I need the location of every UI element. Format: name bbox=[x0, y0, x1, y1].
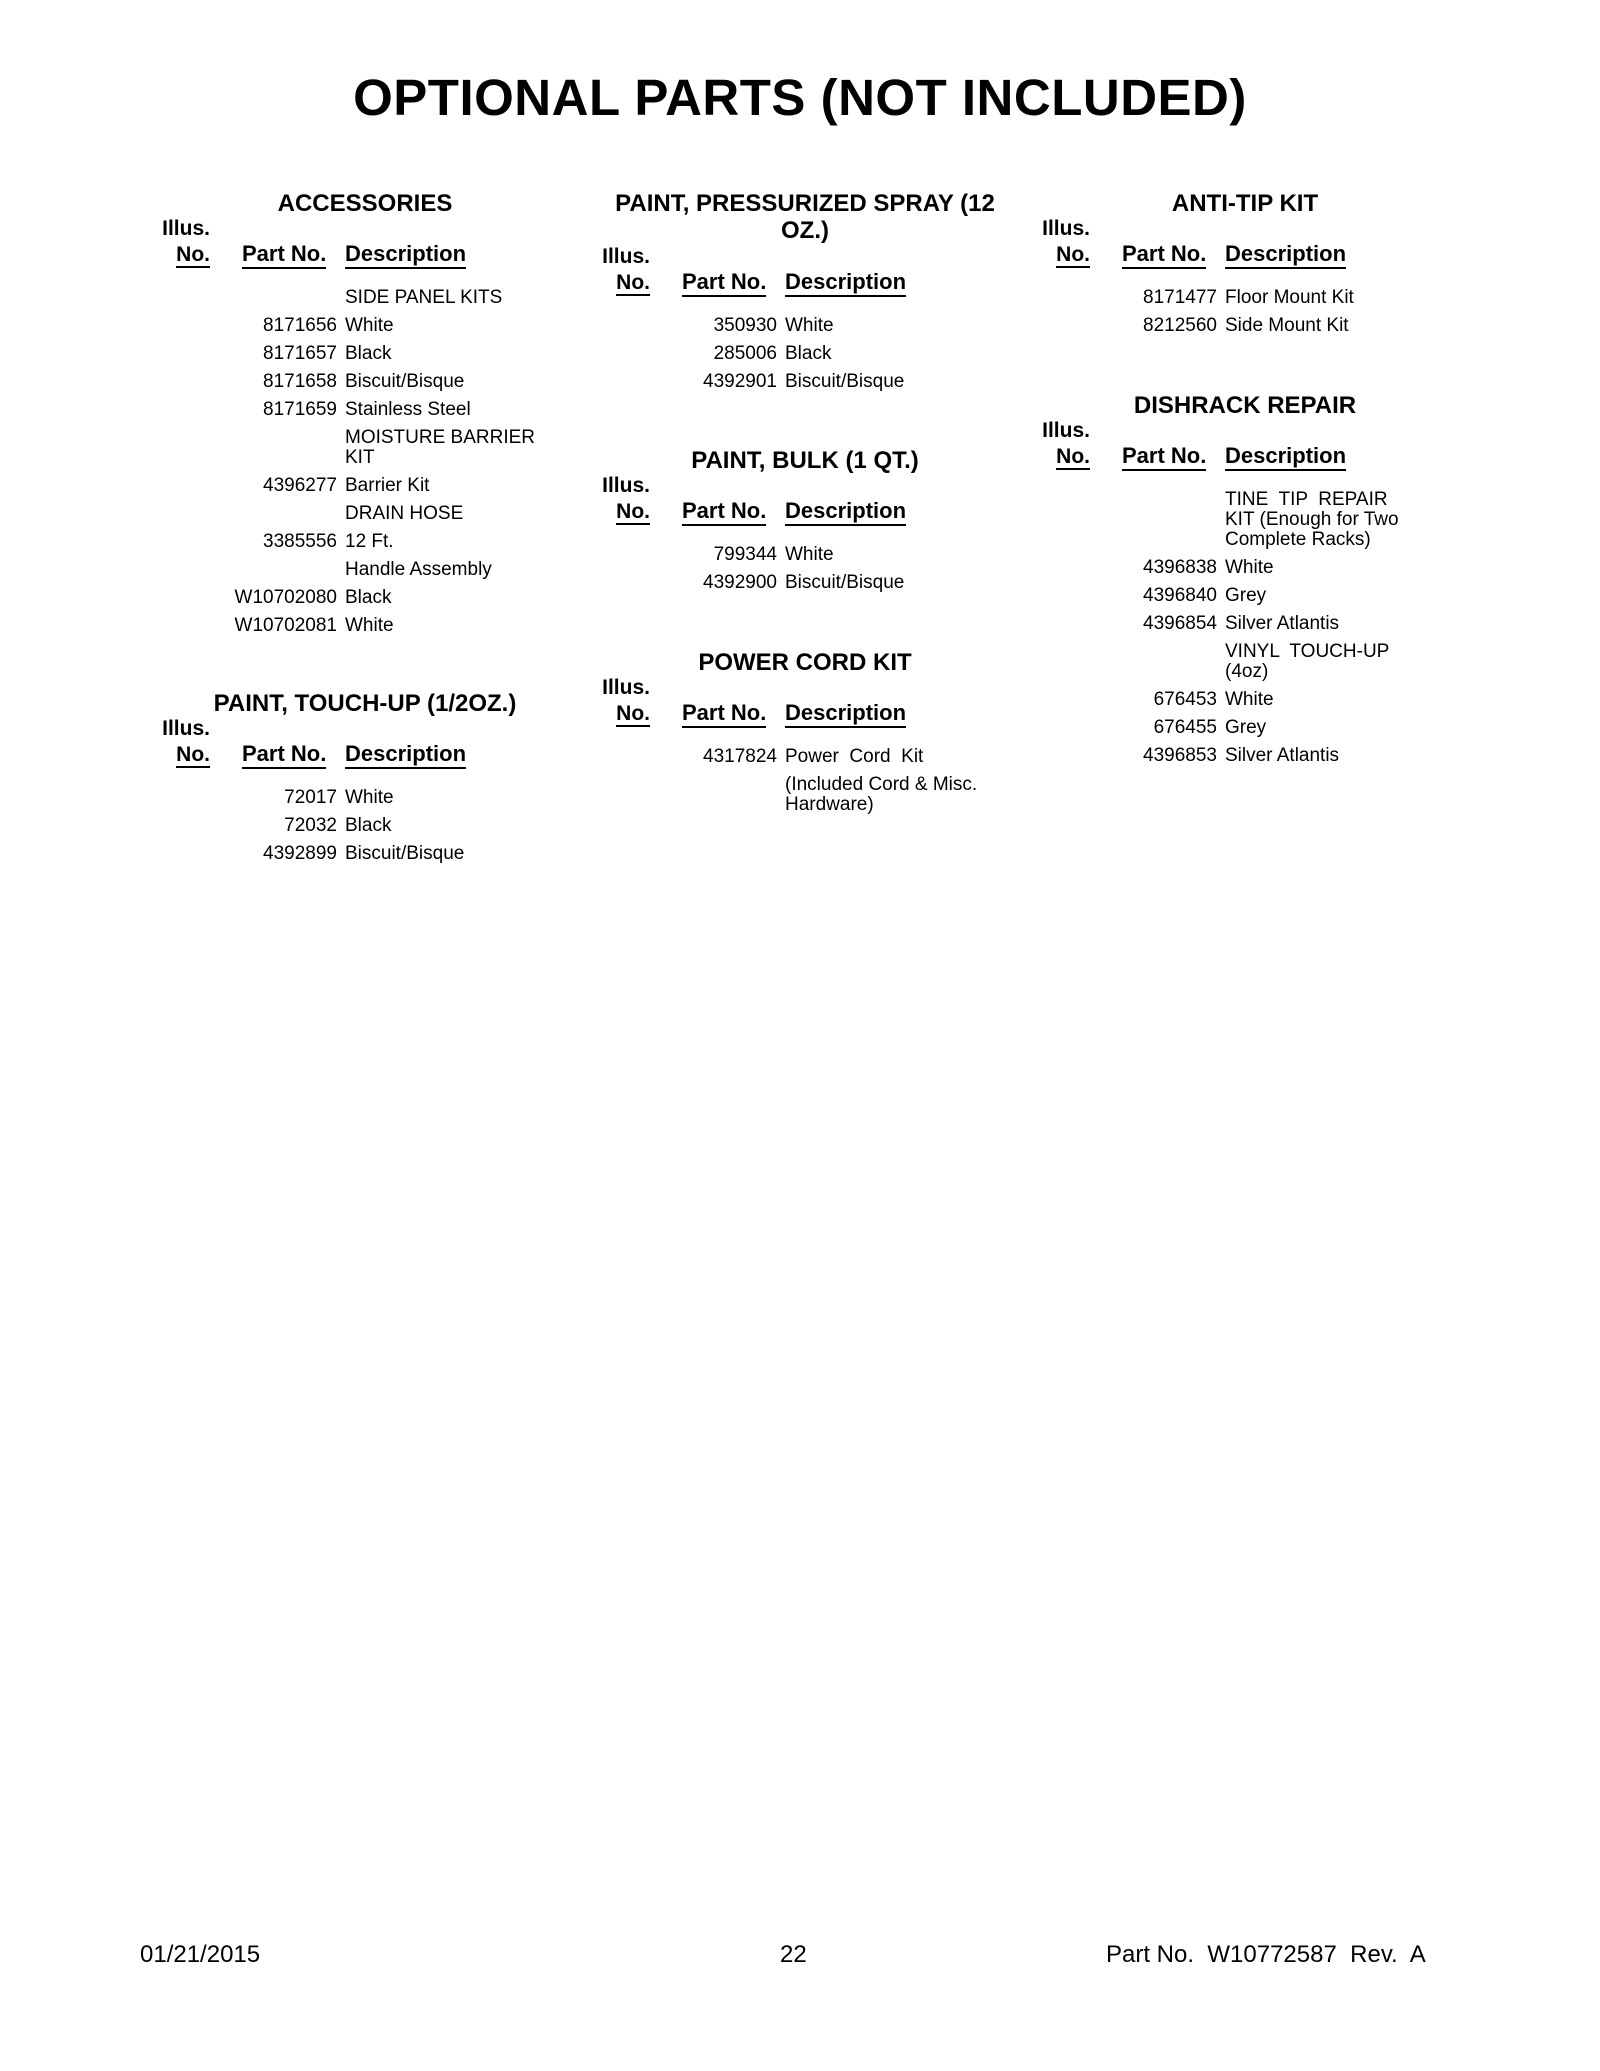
part-no-header: Part No. bbox=[682, 270, 766, 294]
part-description: KIT bbox=[345, 447, 375, 468]
part-description: White bbox=[1225, 689, 1274, 710]
part-number: W10702081 bbox=[234, 615, 337, 636]
section-title: ACCESSORIES bbox=[277, 190, 453, 217]
part-description: Barrier Kit bbox=[345, 475, 430, 496]
part-number: 4317824 bbox=[703, 746, 777, 767]
part-description: (Included Cord & Misc. bbox=[785, 774, 978, 795]
part-description: KIT (Enough for Two bbox=[1225, 509, 1399, 530]
section-title: PAINT, PRESSURIZED SPRAY (12 OZ.) bbox=[615, 190, 995, 244]
part-number: 676453 bbox=[1153, 689, 1217, 710]
part-description: White bbox=[1225, 557, 1274, 578]
part-description: White bbox=[345, 787, 394, 808]
part-number: 799344 bbox=[713, 544, 777, 565]
part-number: 8171658 bbox=[263, 371, 337, 392]
part-description: Handle Assembly bbox=[345, 559, 492, 580]
part-description: Biscuit/Bisque bbox=[785, 371, 905, 392]
part-number: 8171659 bbox=[263, 399, 337, 420]
part-description: White bbox=[785, 315, 834, 336]
part-description: White bbox=[345, 315, 394, 336]
part-number: 4396840 bbox=[1143, 585, 1217, 606]
part-description: TINE TIP REPAIR bbox=[1225, 489, 1388, 510]
description-header: Description bbox=[345, 242, 466, 266]
part-description: Biscuit/Bisque bbox=[345, 843, 465, 864]
part-no-header: Part No. bbox=[682, 499, 766, 523]
description-header: Description bbox=[785, 499, 906, 523]
part-description: White bbox=[345, 615, 394, 636]
part-description: White bbox=[785, 544, 834, 565]
part-number: 8171656 bbox=[263, 315, 337, 336]
illus-no-header: Illus. No. bbox=[162, 717, 210, 766]
section-title: DISHRACK REPAIR bbox=[1133, 392, 1357, 419]
part-description: MOISTURE BARRIER bbox=[345, 427, 536, 448]
footer-part-number: Part No. W10772587 Rev. A bbox=[1106, 1941, 1426, 1968]
part-number: 3385556 bbox=[263, 531, 337, 552]
illus-no-header: Illus. No. bbox=[602, 474, 650, 523]
part-description: Complete Racks) bbox=[1225, 529, 1371, 550]
part-description: Black bbox=[345, 587, 392, 608]
part-number: 676455 bbox=[1153, 717, 1217, 738]
page-title: OPTIONAL PARTS (NOT INCLUDED) bbox=[353, 69, 1247, 126]
part-number: 72032 bbox=[284, 815, 337, 836]
part-description: Silver Atlantis bbox=[1225, 745, 1340, 766]
part-number: 8171657 bbox=[263, 343, 337, 364]
part-description: Black bbox=[785, 343, 832, 364]
part-number: 350930 bbox=[713, 315, 777, 336]
part-description: Grey bbox=[1225, 585, 1267, 606]
part-no-header: Part No. bbox=[242, 242, 326, 266]
description-header: Description bbox=[785, 701, 906, 725]
part-description: VINYL TOUCH-UP bbox=[1225, 641, 1390, 662]
part-no-header: Part No. bbox=[1122, 242, 1206, 266]
part-description: Biscuit/Bisque bbox=[345, 371, 465, 392]
part-description: DRAIN HOSE bbox=[345, 503, 464, 524]
footer-page-number: 22 bbox=[780, 1941, 807, 1968]
description-header: Description bbox=[345, 742, 466, 766]
part-number: W10702080 bbox=[234, 587, 337, 608]
part-number: 4396277 bbox=[263, 475, 337, 496]
part-description: Biscuit/Bisque bbox=[785, 572, 905, 593]
part-description: Hardware) bbox=[785, 794, 874, 815]
part-number: 4396854 bbox=[1143, 613, 1217, 634]
part-description: Floor Mount Kit bbox=[1225, 287, 1354, 308]
description-header: Description bbox=[1225, 242, 1346, 266]
part-number: 285006 bbox=[713, 343, 777, 364]
part-description: 12 Ft. bbox=[345, 531, 394, 552]
section-title: POWER CORD KIT bbox=[698, 649, 912, 676]
section-title: PAINT, TOUCH-UP (1/2OZ.) bbox=[213, 690, 517, 717]
part-no-header: Part No. bbox=[682, 701, 766, 725]
section-title: PAINT, BULK (1 QT.) bbox=[691, 447, 919, 474]
part-number: 8171477 bbox=[1143, 287, 1217, 308]
part-description: Black bbox=[345, 343, 392, 364]
part-description: SIDE PANEL KITS bbox=[345, 287, 503, 308]
illus-no-header: Illus. No. bbox=[162, 217, 210, 266]
illus-no-header: Illus. No. bbox=[1042, 419, 1090, 468]
part-description: Black bbox=[345, 815, 392, 836]
part-number: 4392899 bbox=[263, 843, 337, 864]
part-number: 4392900 bbox=[703, 572, 777, 593]
footer-date: 01/21/2015 bbox=[140, 1941, 261, 1968]
part-number: 4396853 bbox=[1143, 745, 1217, 766]
part-description: Side Mount Kit bbox=[1225, 315, 1349, 336]
part-number: 8212560 bbox=[1143, 315, 1217, 336]
description-header: Description bbox=[785, 270, 906, 294]
part-description: Silver Atlantis bbox=[1225, 613, 1340, 634]
part-number: 4396838 bbox=[1143, 557, 1217, 578]
part-no-header: Part No. bbox=[242, 742, 326, 766]
part-no-header: Part No. bbox=[1122, 444, 1206, 468]
section-title: ANTI-TIP KIT bbox=[1171, 190, 1319, 217]
illus-no-header: Illus. No. bbox=[602, 245, 650, 294]
description-header: Description bbox=[1225, 444, 1346, 468]
illus-no-header: Illus. No. bbox=[1042, 217, 1090, 266]
part-description: (4oz) bbox=[1225, 661, 1269, 682]
part-description: Grey bbox=[1225, 717, 1267, 738]
illus-no-header: Illus. No. bbox=[602, 676, 650, 725]
part-description: Stainless Steel bbox=[345, 399, 471, 420]
part-number: 4392901 bbox=[703, 371, 777, 392]
part-number: 72017 bbox=[284, 787, 337, 808]
part-description: Power Cord Kit bbox=[785, 746, 924, 767]
